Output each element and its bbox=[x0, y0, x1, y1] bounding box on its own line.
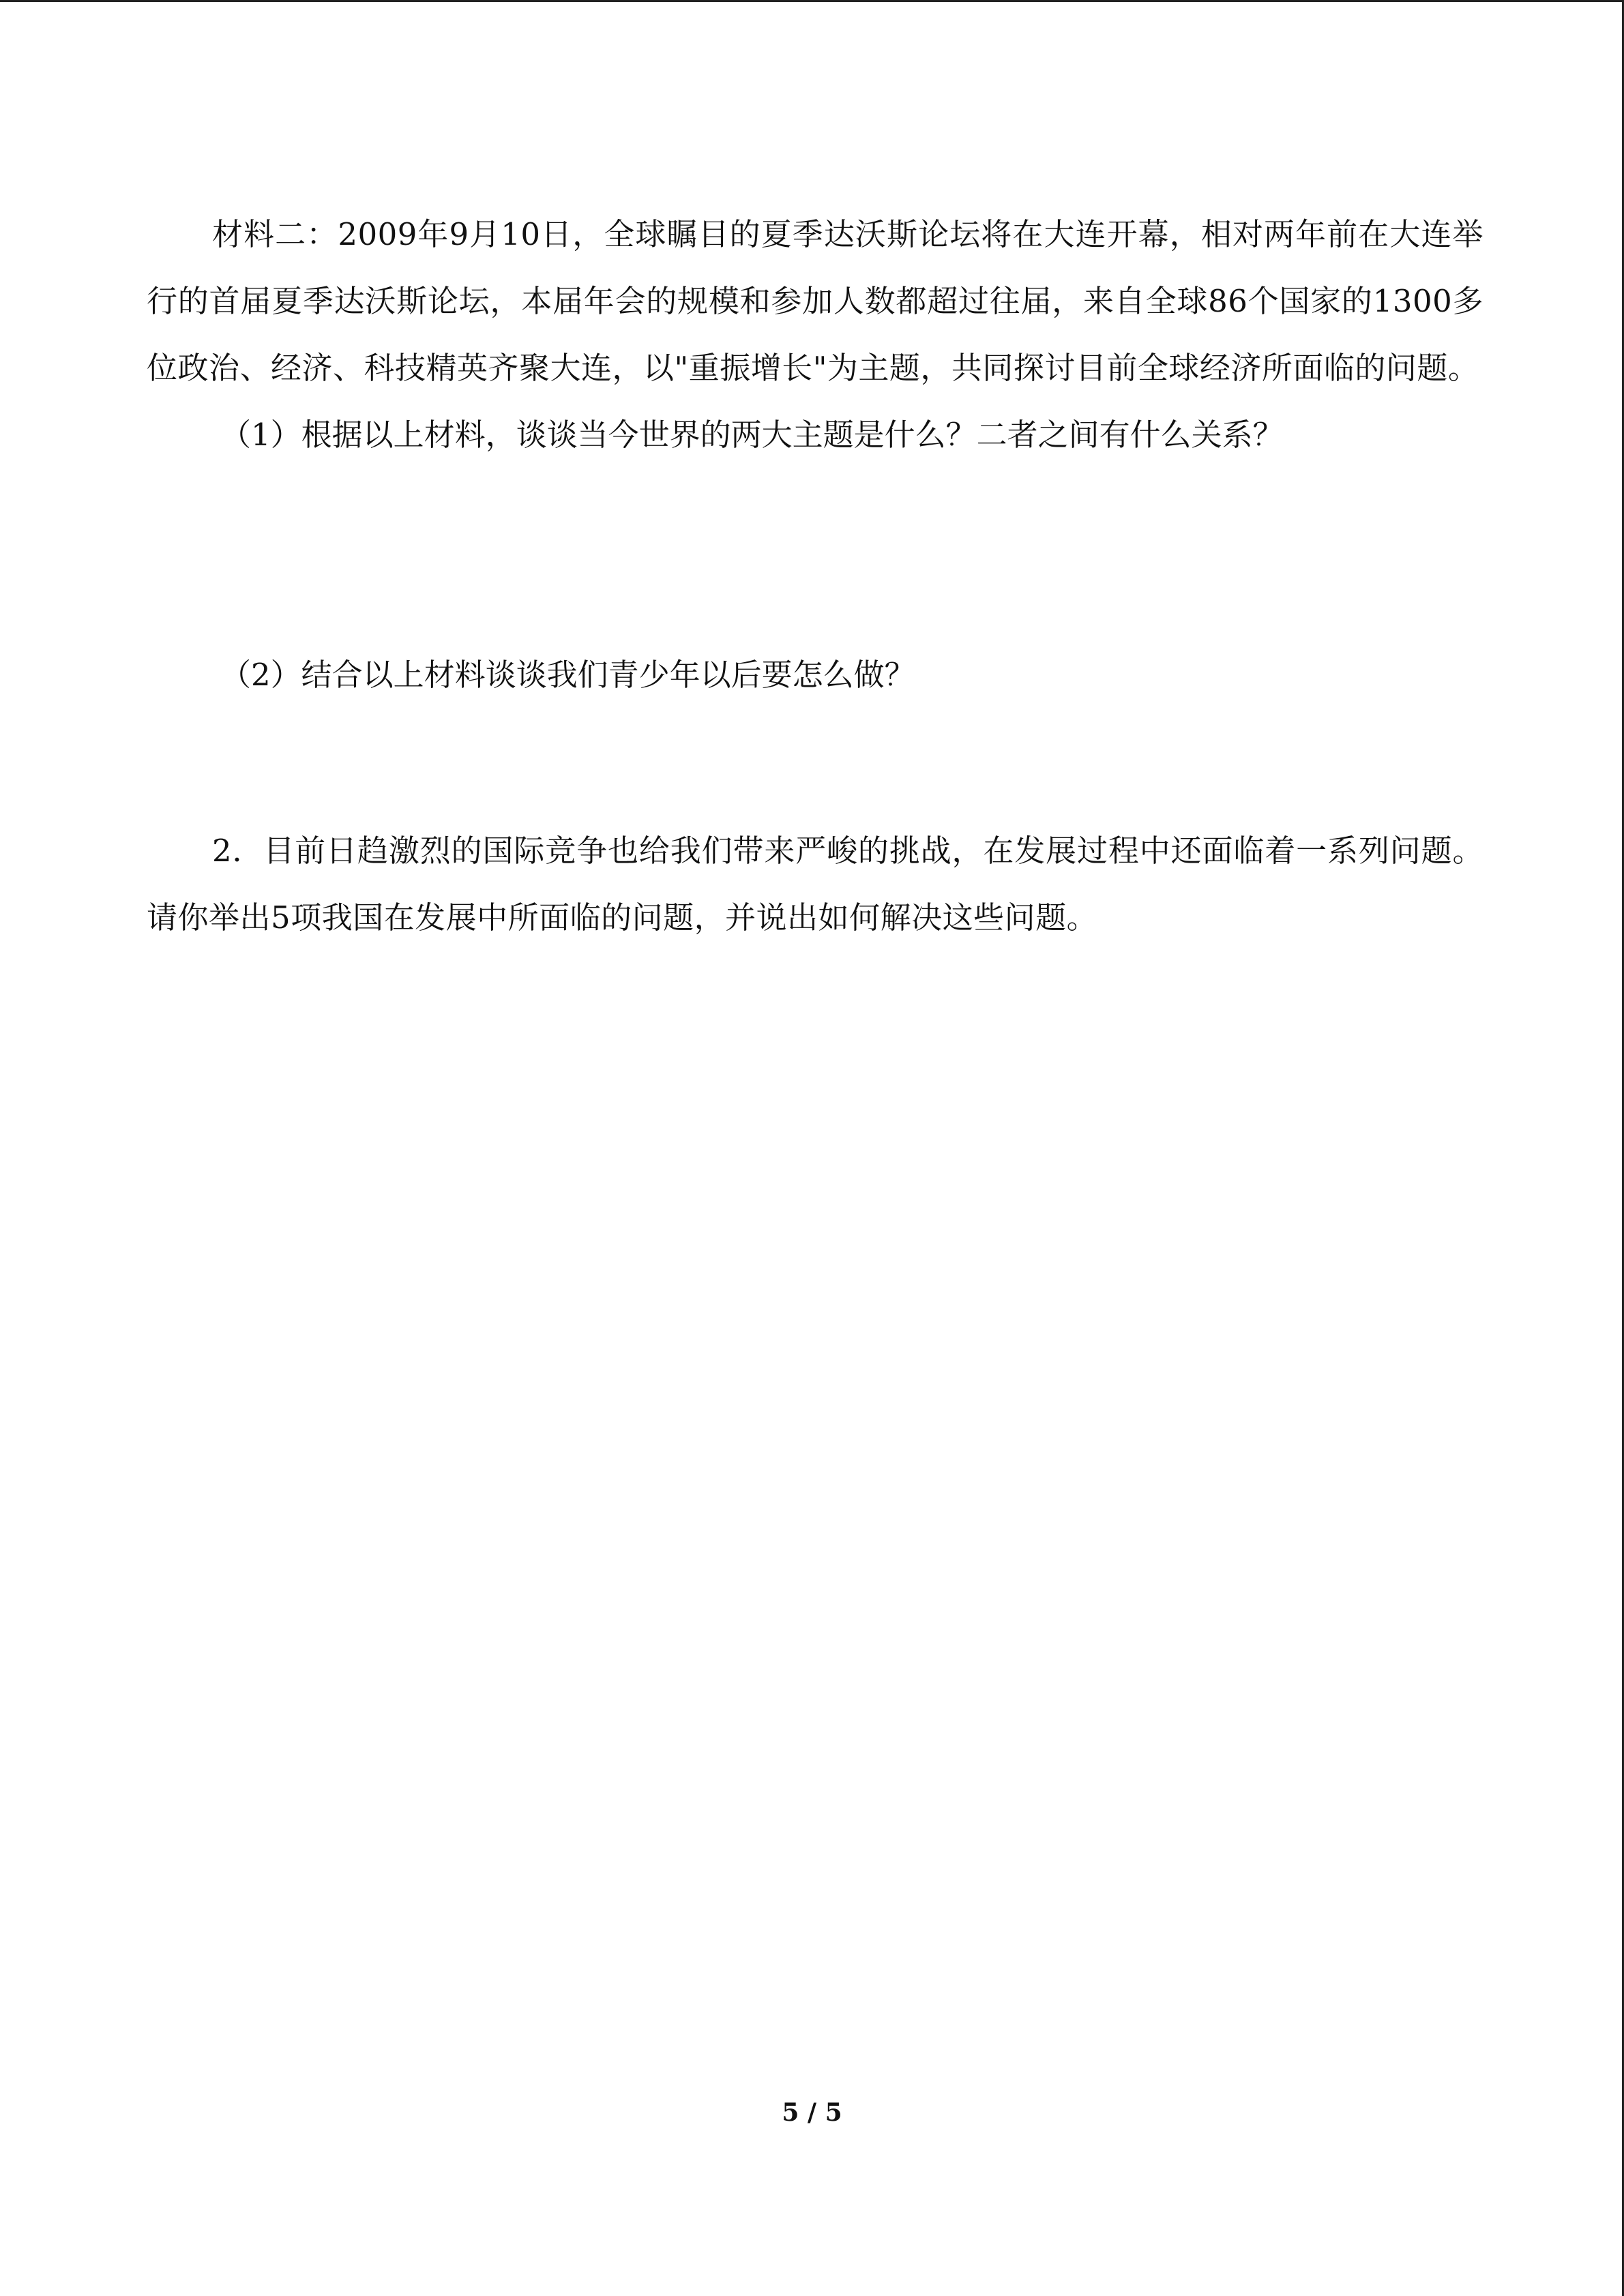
question-2: （2）结合以上材料谈谈我们青少年以后要怎么做？ bbox=[220, 657, 915, 693]
question-1: （1）根据以上材料，谈谈当今世界的两大主题是什么？二者之间有什么关系？ bbox=[220, 417, 1284, 453]
document-body bbox=[147, 201, 1483, 951]
page-number: 5 / 5 bbox=[782, 2098, 842, 2127]
page-top-border bbox=[0, 0, 1624, 2]
problem-2-paragraph: 2．目前日趋激烈的国际竞争也给我们带来严峻的挑战，在发展过程中还面临着一系列问题。请你举出5项我国在发展中所面临的问题，并说出如何解决这些问题。 bbox=[147, 833, 1483, 936]
material-two-paragraph: 材料二：2009年9月10日，全球瞩目的夏季达沃斯论坛将在大连开幕，相对两年前在大连举行的首届夏季达沃斯论坛，本届年会的规模和参加人数都超过往届，来自全球86个国家的1300多位政治、经济、科技精英齐聚大连，以"重振增长"为主题，共同探讨目前全球经济所面临的问题。 bbox=[147, 216, 1483, 386]
